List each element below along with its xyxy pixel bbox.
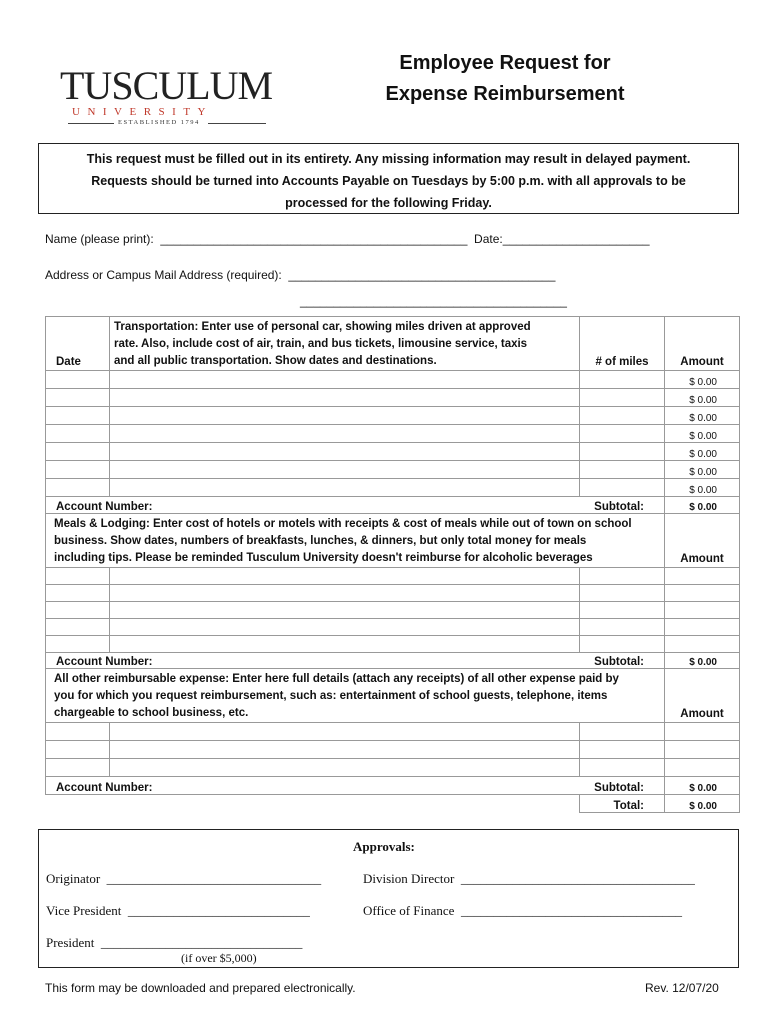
description-cell[interactable]	[110, 407, 580, 425]
description-cell[interactable]	[110, 425, 580, 443]
date-cell[interactable]	[46, 407, 110, 425]
notice-box	[38, 143, 739, 214]
approvals-title: Approvals:	[353, 839, 415, 854]
date-cell[interactable]	[46, 759, 110, 777]
notice-line-1: This request must be filled out in its entirety. Any missing information may result in delayed payment.	[86, 152, 691, 166]
approvals-box	[38, 829, 739, 968]
amount-cell[interactable]: $ 0.00	[665, 443, 740, 461]
meals-subtotal-label: Subtotal:	[580, 653, 665, 669]
date-cell[interactable]	[46, 443, 110, 461]
transport-subtotal-label: Subtotal:	[580, 497, 665, 514]
amount-cell[interactable]	[665, 759, 740, 777]
amount-cell[interactable]	[665, 619, 740, 636]
transport-desc-line-1: Transportation: Enter use of personal car, showing miles driven at approved	[114, 321, 531, 333]
miles-header: # of miles	[580, 317, 665, 371]
description-cell[interactable]	[110, 371, 580, 389]
meals-row	[46, 619, 740, 636]
date-cell[interactable]	[46, 585, 110, 602]
date-cell[interactable]	[46, 619, 110, 636]
other-row	[46, 723, 740, 741]
description-cell[interactable]	[110, 723, 580, 741]
meals-row	[46, 636, 740, 653]
amount-cell[interactable]: $ 0.00	[665, 479, 740, 497]
amount-header: Amount	[665, 317, 740, 371]
meals-account-number[interactable]: Account Number:	[46, 653, 580, 669]
description-cell[interactable]	[110, 389, 580, 407]
form-title	[340, 48, 670, 110]
logo-university: UNIVERSITY	[72, 106, 213, 118]
transport-row	[46, 443, 740, 461]
miles-cell[interactable]	[580, 389, 665, 407]
meals-desc-line-1: Meals & Lodging: Enter cost of hotels or motels with receipts & cost of meals while out of town on school	[54, 518, 632, 530]
date-header: Date	[46, 317, 110, 371]
title-line-2: Expense Reimbursement	[385, 83, 625, 105]
date-cell[interactable]	[46, 389, 110, 407]
transport-row	[46, 479, 740, 497]
date-cell[interactable]	[46, 636, 110, 653]
amount-cell[interactable]	[665, 741, 740, 759]
expense-table	[45, 316, 740, 813]
meals-row	[46, 585, 740, 602]
division-director-signature[interactable]: Division Director ____________________________________	[363, 871, 695, 886]
president-note: (if over $5,000)	[181, 951, 257, 965]
meals-desc-line-2: business. Show dates, numbers of breakfasts, lunches, & dinners, but only total money for meals	[54, 535, 587, 547]
amount-cell[interactable]	[665, 723, 740, 741]
transport-row	[46, 425, 740, 443]
description-cell[interactable]	[110, 602, 580, 619]
transport-desc-line-2: rate. Also, include cost of air, train, and bus tickets, limousine service, taxis	[114, 338, 528, 350]
miles-cell[interactable]	[580, 371, 665, 389]
office-finance-signature[interactable]: Office of Finance __________________________________	[363, 903, 682, 918]
date-cell[interactable]	[46, 723, 110, 741]
description-cell[interactable]	[110, 759, 580, 777]
miles-cell[interactable]	[580, 585, 665, 602]
miles-cell[interactable]	[580, 636, 665, 653]
other-desc-line-3: chargeable to school business, etc.	[54, 707, 249, 719]
transport-row	[46, 407, 740, 425]
transport-row	[46, 461, 740, 479]
amount-cell[interactable]: $ 0.00	[665, 461, 740, 479]
total-label: Total:	[580, 795, 665, 813]
transport-subtotal-value: $ 0.00	[665, 497, 740, 514]
transport-subtotal-row	[46, 497, 740, 514]
miles-cell[interactable]	[580, 619, 665, 636]
notice-line-3: processed for the following Friday.	[285, 196, 492, 210]
miles-cell[interactable]	[580, 723, 665, 741]
other-description	[46, 669, 665, 723]
meals-row	[46, 602, 740, 619]
address-field-line-2[interactable]: ________________________________________	[300, 294, 567, 308]
date-cell[interactable]	[46, 371, 110, 389]
transport-row	[46, 371, 740, 389]
date-cell[interactable]	[46, 741, 110, 759]
miles-cell[interactable]	[580, 568, 665, 585]
other-account-number[interactable]: Account Number:	[46, 777, 580, 795]
meals-subtotal-row	[46, 653, 740, 669]
meals-description	[46, 514, 665, 568]
description-cell[interactable]	[110, 619, 580, 636]
footer-note: This form may be downloaded and prepared electronically.	[45, 981, 356, 995]
description-cell[interactable]	[110, 461, 580, 479]
other-row	[46, 741, 740, 759]
miles-cell[interactable]	[580, 461, 665, 479]
transport-description	[110, 317, 580, 371]
miles-cell[interactable]	[580, 741, 665, 759]
address-field[interactable]: Address or Campus Mail Address (required): ________________________________________	[45, 268, 556, 282]
date-cell[interactable]	[46, 425, 110, 443]
name-date-field[interactable]: Name (please print): ______________________________________________ Date:______________________	[45, 232, 650, 246]
meals-desc-line-3: including tips. Please be reminded Tusculum University doesn't reimburse for alcoholic beverages	[54, 552, 593, 564]
description-cell[interactable]	[110, 585, 580, 602]
amount-cell[interactable]	[665, 568, 740, 585]
date-cell[interactable]	[46, 568, 110, 585]
other-subtotal-row	[46, 777, 740, 795]
total-row	[46, 795, 740, 813]
logo-rule-right	[208, 123, 266, 124]
amount-cell[interactable]: $ 0.00	[665, 371, 740, 389]
miles-cell[interactable]	[580, 407, 665, 425]
other-subtotal-value: $ 0.00	[665, 777, 740, 795]
other-desc-line-1: All other reimbursable expense: Enter here full details (attach any receipts) of all other expense paid by	[54, 673, 619, 685]
vice-president-signature[interactable]: Vice President ____________________________	[46, 903, 310, 918]
miles-cell[interactable]	[580, 443, 665, 461]
date-cell[interactable]	[46, 479, 110, 497]
description-cell[interactable]	[110, 636, 580, 653]
amount-cell[interactable]	[665, 602, 740, 619]
other-amount-header: Amount	[665, 669, 740, 723]
university-logo	[60, 63, 273, 128]
amount-cell[interactable]	[665, 636, 740, 653]
description-cell[interactable]	[110, 741, 580, 759]
meals-subtotal-value: $ 0.00	[665, 653, 740, 669]
amount-cell[interactable]: $ 0.00	[665, 407, 740, 425]
miles-cell[interactable]	[580, 479, 665, 497]
revision-date: Rev. 12/07/20	[645, 981, 719, 995]
description-cell[interactable]	[110, 568, 580, 585]
logo-rule-left	[68, 123, 114, 124]
transport-account-number[interactable]: Account Number:	[46, 497, 580, 514]
total-value: $ 0.00	[665, 795, 740, 813]
miles-cell[interactable]	[580, 602, 665, 619]
miles-cell[interactable]	[580, 425, 665, 443]
amount-cell[interactable]	[665, 585, 740, 602]
transport-row	[46, 389, 740, 407]
amount-cell[interactable]: $ 0.00	[665, 425, 740, 443]
other-subtotal-label: Subtotal:	[580, 777, 665, 795]
title-line-1: Employee Request for	[399, 52, 611, 74]
date-cell[interactable]	[46, 602, 110, 619]
description-cell[interactable]	[110, 443, 580, 461]
other-desc-line-2: you for which you request reimbursement, such as: entertainment of school guests, telephone, items	[54, 690, 608, 702]
miles-cell[interactable]	[580, 759, 665, 777]
description-cell[interactable]	[110, 479, 580, 497]
logo-name: TUSCULUM	[60, 63, 273, 108]
notice-line-2: Requests should be turned into Accounts Payable on Tuesdays by 5:00 p.m. with all approvals to be	[91, 174, 686, 188]
amount-cell[interactable]: $ 0.00	[665, 389, 740, 407]
transport-desc-line-3: and all public transportation. Show dates and destinations.	[114, 355, 437, 367]
date-cell[interactable]	[46, 461, 110, 479]
meals-amount-header: Amount	[665, 514, 740, 568]
other-row	[46, 759, 740, 777]
total-spacer	[46, 795, 580, 813]
president-signature[interactable]: President _______________________________	[46, 935, 303, 950]
meals-row	[46, 568, 740, 585]
logo-established: ESTABLISHED 1794	[118, 119, 200, 126]
originator-signature[interactable]: Originator _________________________________	[46, 871, 322, 886]
